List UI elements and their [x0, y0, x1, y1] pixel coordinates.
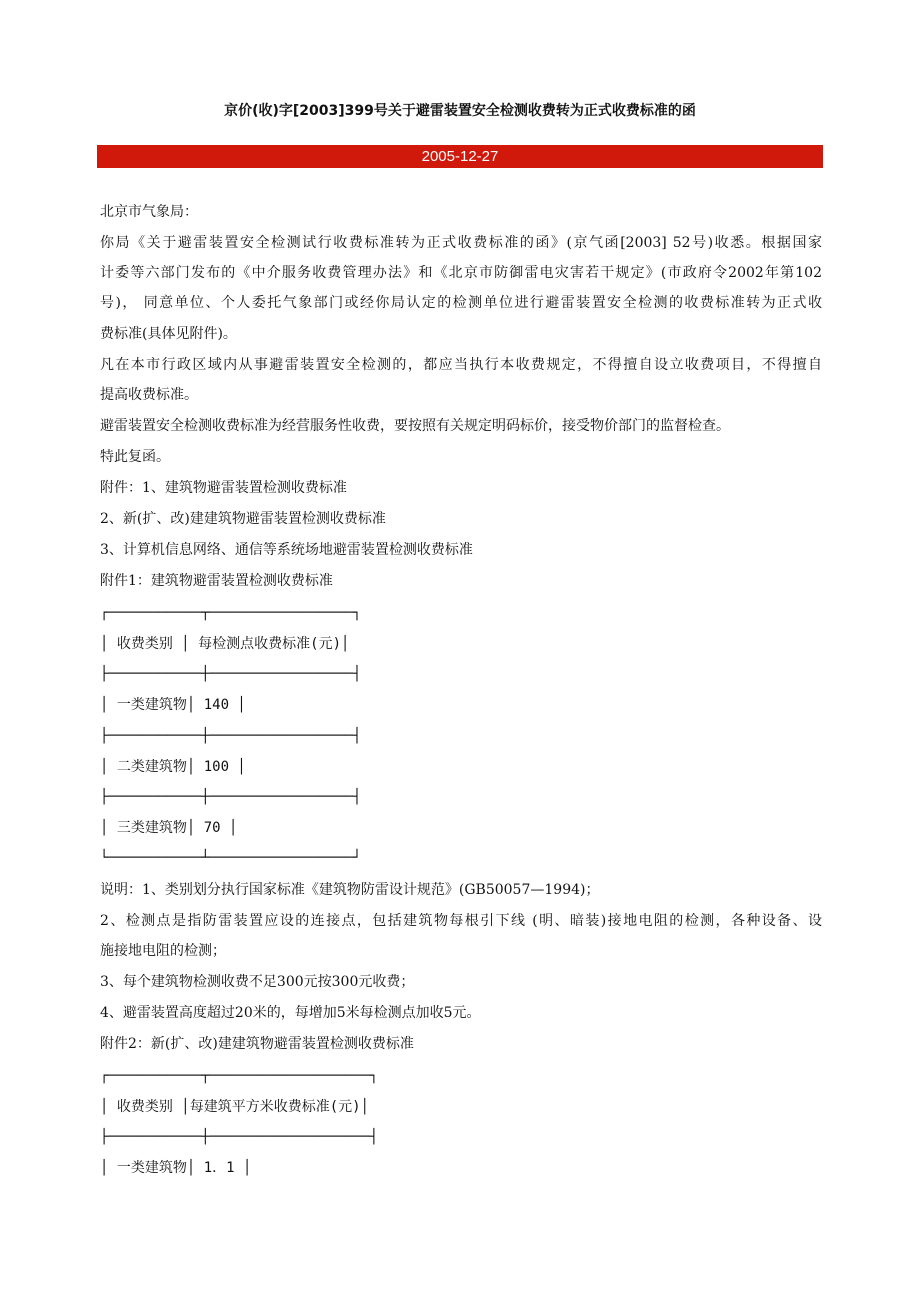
table-1-border: ┌───────────┬─────────────────┐ — [100, 605, 362, 621]
attachment-list-item-3: 3、计算机信息网络、通信等系统场地避雷装置检测收费标准 — [100, 542, 473, 558]
table-1-header-row: │ 收费类别 │ 每检测点收费标准(元)│ — [100, 636, 350, 652]
date-bar: 2005-12-27 — [97, 145, 823, 168]
table-1-border: ├───────────┼─────────────────┤ — [100, 728, 362, 744]
paragraph-1-line-2: 计委等六部门发布的《中介服务收费管理办法》和《北京市防御雷电灾害若干规定》(市政府令2002年第102 — [100, 265, 822, 281]
document-title: 京价(收)字[2003]399号关于避雷装置安全检测收费转为正式收费标准的函 — [224, 103, 696, 119]
attachment-1-heading: 附件1：建筑物避雷装置检测收费标准 — [100, 573, 333, 589]
attachment-list-item-2: 2、新(扩、改)建建筑物避雷装置检测收费标准 — [100, 511, 386, 527]
salutation: 北京市气象局： — [100, 204, 198, 220]
paragraph-2-line-2: 提高收费标准。 — [100, 387, 198, 403]
table-1-border: ├───────────┼─────────────────┤ — [100, 789, 362, 805]
paragraph-3: 避雷装置安全检测收费标准为经营服务性收费，要按照有关规定明码标价，接受物价部门的监督检查。 — [100, 418, 730, 434]
table-2-border: ├───────────┼───────────────────┤ — [100, 1129, 379, 1145]
note-3: 3、每个建筑物检测收费不足300元按300元收费； — [100, 974, 415, 990]
paragraph-2-line-1: 凡在本市行政区域内从事避雷装置安全检测的，都应当执行本收费规定，不得擅自设立收费项目，不得擅自 — [100, 357, 822, 373]
table-2-header-row: │ 收费类别 │每建筑平方米收费标准(元)│ — [100, 1099, 370, 1115]
table-1-row: │ 二类建筑物│ 100 │ — [100, 759, 246, 775]
attachment-2-heading: 附件2：新(扩、改)建建筑物避雷装置检测收费标准 — [100, 1036, 414, 1052]
note-2-line-1: 2、检测点是指防雷装置应设的连接点，包括建筑物每根引下线 (明、暗装)接地电阻的检测，各种设备、设 — [100, 913, 822, 929]
table-1-row: │ 一类建筑物│ 140 │ — [100, 697, 246, 713]
paragraph-1-line-3: 号)， 同意单位、个人委托气象部门或经你局认定的检测单位进行避雷装置安全检测的收费标准转为正式收 — [100, 295, 822, 311]
paragraph-1-line-1: 你局《关于避雷装置安全检测试行收费标准转为正式收费标准的函》(京气函[2003] 52号)收悉。根据国家 — [100, 235, 822, 251]
table-2-row: │ 一类建筑物│ 1．1 │ — [100, 1160, 252, 1176]
table-2-border: ┌───────────┬───────────────────┐ — [100, 1068, 379, 1084]
note-2-line-2: 施接地电阻的检测； — [100, 943, 226, 959]
paragraph-1-line-4: 费标准(具体见附件)。 — [100, 326, 237, 342]
table-1-border: ├───────────┼─────────────────┤ — [100, 666, 362, 682]
table-1-row: │ 三类建筑物│ 70 │ — [100, 820, 238, 836]
paragraph-4: 特此复函。 — [100, 449, 170, 465]
note-4: 4、避雷装置高度超过20米的，每增加5米每检测点加收5元。 — [100, 1005, 481, 1021]
attachment-list-item-1: 附件：1、建筑物避雷装置检测收费标准 — [100, 480, 347, 496]
table-1-border: └───────────┴─────────────────┘ — [100, 850, 362, 866]
note-1: 说明：1、类别划分执行国家标准《建筑物防雷设计规范》(GB50057—1994)； — [100, 882, 600, 898]
